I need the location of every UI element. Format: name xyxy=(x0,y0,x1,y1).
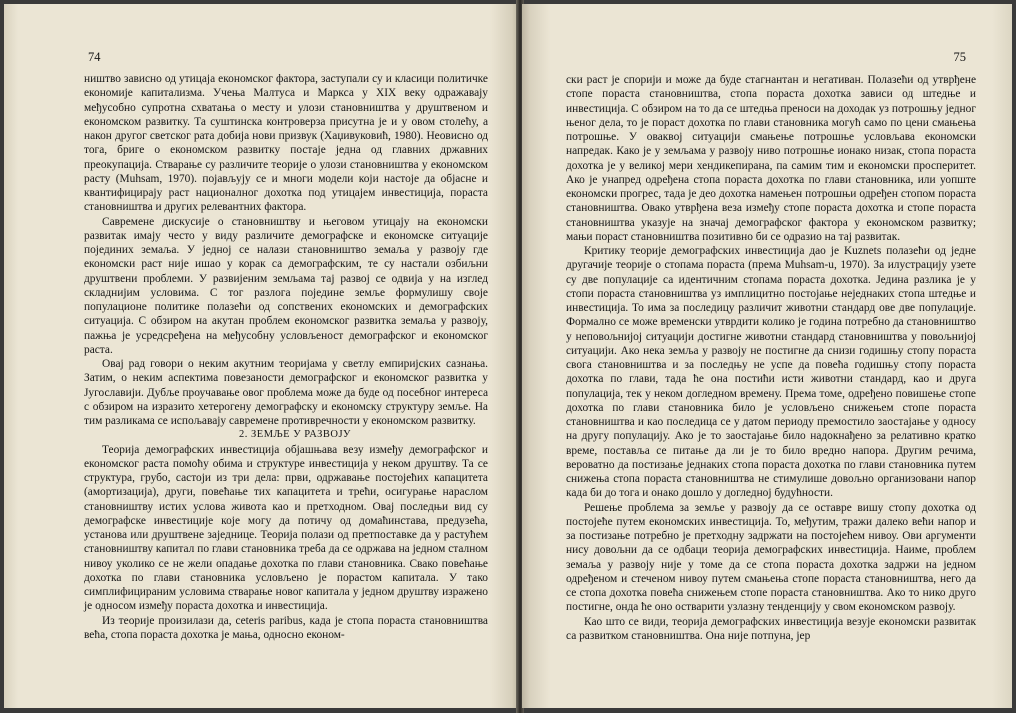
paragraph: Критику теорије демографских инвестиција дао је Kuznets полазећи од једне другачије теорије о стопама пораста (према Muhsam-u, 1970). За илустрацију узете су две популације са идентичним стопама пораста дохотка. Једина разлика је у стопи пораста становништва уз имплицитно постојање неједнаких стопа штедње и инвестиција. То има за последицу различит животни стандард ове две популације. Формално се може временски утврдити колико је година потребно да становништво у неповољнијој ситуацији достигне животни стандард становништва у повољнијој ситуацији. Ако нека земља у развоју не постигне да снизи годишњу стопу пораста свога становништва и за последњу не успе да повећа годишњу стопу пораста дохотка по глави, тада ће она постићи исти животни стандард, као и друга популација, тек у неком догледном времену. Према томе, одређено повишење стопе дохотка по глави становника било је условљено снижењем стопе пораста становништва и као последица се у датом периоду премостило заостајање у односу на другу популацију. Ако је то заостајање било надокнађено за релативно кратко време, постављa се питање да ли је то било вредно напора. Другим речима, вероватно да постизање једнаких стопа пораста дохотка по глави становника путем снижења стопа пораста становништва не стимулише довољно организовани напор када би до тога и онако дошло у догледној будућности. xyxy=(566,245,976,500)
page-number-right: 75 xyxy=(953,50,966,64)
section-heading: 2. ЗЕМЉЕ У РАЗВОЈУ xyxy=(239,429,351,441)
paragraph: ски раст је спорији и може да буде стагнантан и негативан. Полазећи од утврђене стопе пораста становништва, стопа пораста дохотка зависи од штедње и инвестиција. С обзиром на то да се штедња преноси на доходак уз потрошњу једног њеног дела, то је пораст дохотка по глави становника могућ само по цени смањења потрошње. У оваквој ситуацији смањење потрошње условљава економски напредак. Како је у земљама у развоју ниво потрошње ионако низак, стопа пораста дохотка је у великој мери хендикепирана, па самим тим и економски просперитет. Ако је унапред одређена стопа пораста дохотка по глави становника, или уопште економски прогрес, тада је део дохотка намењен потрошњи одређен стопом пораста становништва. Овако утврђена веза између стопе пораста дохотка и стопе пораста становништва указује на значај демографског фактора у економском развитку; мањи пораст становништва позитивно би се одразио на тај развитак. xyxy=(566,74,976,243)
left-page xyxy=(4,4,518,708)
page-number-left: 74 xyxy=(88,50,101,64)
paragraph: Решење проблема за земље у развоју да се оставре вишу стопу дохотка од постојеће путем економских инвестиција. То, међутим, тражи далеко већи напор и за постизање потребно је претходну задржати на постојећем нивоу. Ови аргументи нису довољни да се одбаци теорија демографских инвестиција. Наиме, проблем земаља у развоју није у томе да се стопа пораста дохотка задржи на једном одређеном и стеченом нивоу путем смањења стопе пораста становништва, него да се стопа дохотка повећа снижењем стопе пораста становништва. Ако то нико друго постигне, онда ће оно остварити узлазну тенденцију у свом економском развоју. xyxy=(566,501,976,614)
paragraph: Овај рад говори о неким акутним теоријама у светлу емпиријских сазнања. Затим, о неким аспектима повезаности демографског и економског развитка у Југославији. Дубље проучавање овог проблема може да буде од посебног интереса с обзиром на изразито хетерогену демографску и економску структуру земље. На тим разликама се испољавају савремене противречности у економском развитку. xyxy=(84,358,488,427)
right-page-body xyxy=(566,73,976,643)
right-page xyxy=(522,4,1012,708)
left-page-body xyxy=(84,72,488,642)
paragraph: Савремене дискусије о становништву и његовом утицају на економски развитак имају често у виду различите демографске и економске ситуације појединих земаља. У једној се налази становништво земаља у развоју где економски раст није ишао у корак са демографским, те су настали озбиљни друштвени проблеми. У развијеним земљама тај развој се одвија у на изглед складнијим условима. С тог разлога поједине земље формулишу своје популационе политике полазећи од сопствених економских и демографских ситуација. С обзиром на акутан проблем економског развитка земаља у развоју, пажња је усредсређена на међусобну условљеност демографског и економског раста. xyxy=(84,215,488,356)
paragraph: ништво зависно од утицаја економског фактора, заступали су и класици политичке економије капитализма. Учења Малтуса и Маркса у XIX веку одражавају међусобно супротна схватања о месту и улози становништва у друштвеном и економском развитку. Та суштинска контроверза присутна је и у овом столећу, а након другог светског рата добија нови призвук (Хаџивуковић, 1980). Неовисно од тога, бриге о економском развитку постаје једна од главних државних преокупација. Стварање су различите теорије о улози становништва у економском расту (Muhsam, 1970). појављују се и многи модели који настоје да објасне и квантифицирају раст националног дохотка под утицајем инвестиција, пораста становништва и других релевантних фактора. xyxy=(84,73,488,214)
paragraph: Из теорије произилази да, ceteris paribus, када је стопа пораста становништва већа, стопа пораста дохотка је мања, односно економ- xyxy=(84,614,488,641)
paragraph: Теорија демографских инвестиција објашњава везу између демографског и економског раста помоћу обима и структуре инвестиција у неком друштву. Та се структура, грубо, састоји из три дела: први, одржавање постојећих капацитета (амортизација), други, повећање тих капацитета и трећи, осигурање нараслом становништву истих услова живота као и претходном. Овај последњи вид су демографске инвестиције које могу да потичу од домаћинстава, предузећа, установа или друштвене заједнице. Теорија полази од претпоставке да у растућем становништву капитал по глави становника треба да се одржава на једном сталном нивоу уколико се не жели опадање дохотка по глави становника. Свако повећање дохотка по глави становника условљено је порастом капитала. У тако симплифицираним условима стварање новог капитала у једном друштву изражено је односом између пораста дохотка и инвестиција. xyxy=(84,443,488,613)
paragraph: Као што се види, теорија демографских инвестиција везује економски развитак са развитком становништва. Она није потпуна, јер xyxy=(566,615,976,642)
